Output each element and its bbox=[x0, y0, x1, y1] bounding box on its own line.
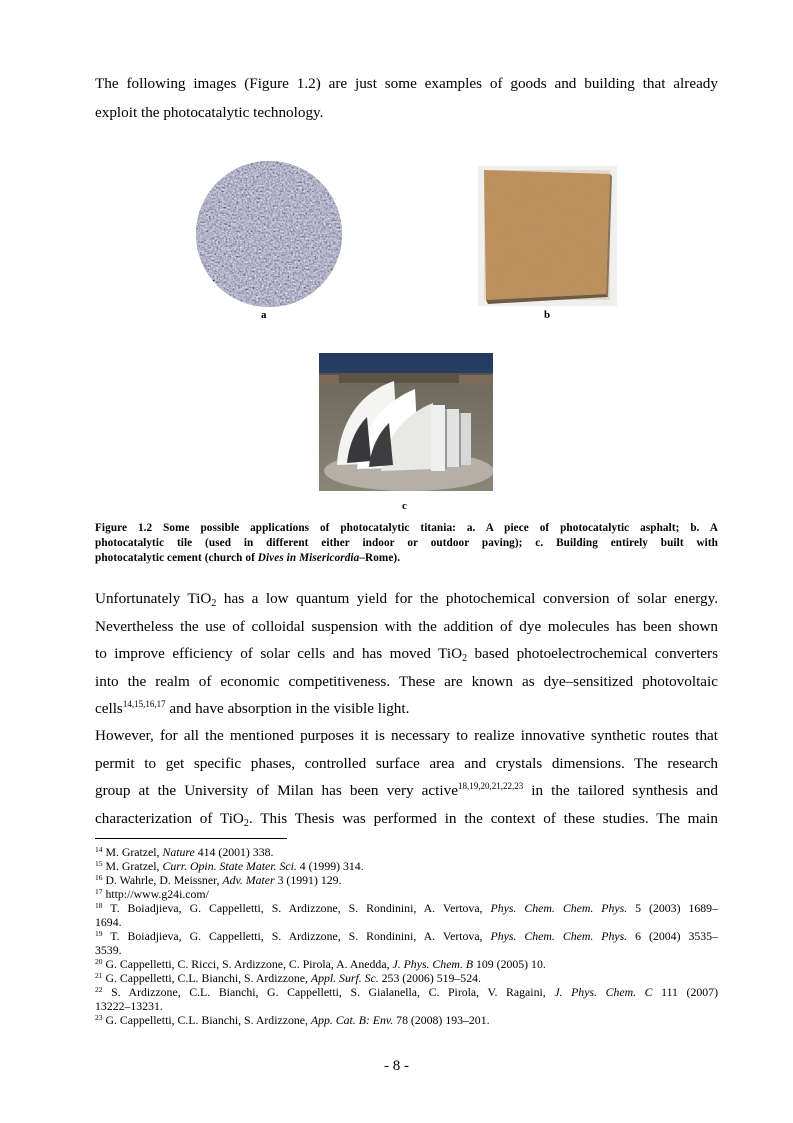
asphalt-disc-image bbox=[195, 160, 343, 308]
footnote-14: $^{14}$ M. Gratzel, Nature 414 (2001) 338. bbox=[95, 845, 274, 859]
body-line: However, for all the mentioned purposes it is necessary to realize innovative synthetic routes that bbox=[95, 727, 718, 744]
body-line: into the realm of economic competitiveness. These are known as dye–sensitized photovoltaic bbox=[95, 673, 718, 690]
figure-caption-line-3 bbox=[95, 551, 718, 565]
caption-text: photocatalytic cement (church of bbox=[95, 552, 258, 564]
body-line: Nevertheless the use of colloidal suspension with the addition of dye molecules has been shown bbox=[95, 618, 718, 635]
footnote-20: $^{20}$ G. Cappelletti, C. Ricci, S. Ardizzone, C. Pirola, A. Anedda, J. Phys. Chem. B 109 (2005) 10. bbox=[95, 957, 546, 971]
figure-label-a: a bbox=[261, 309, 267, 321]
body-line: cells$^{14,15,16,17}$ and have absorption in the visible light. bbox=[95, 699, 410, 717]
footnote-15: $^{15}$ M. Gratzel, Curr. Opin. State Mater. Sci. 4 (1999) 314. bbox=[95, 859, 364, 873]
footnote-22-continued: 13222–13231. bbox=[95, 999, 163, 1013]
caption-text: –Rome). bbox=[359, 552, 401, 564]
footnote-19-continued: 3539. bbox=[95, 943, 122, 957]
figure-label-b: b bbox=[544, 309, 551, 321]
footnote-22: $^{22}$ S. Ardizzone, C.L. Bianchi, G. Cappelletti, S. Gialanella, C. Pirola, V. Ragaini, J. Phys. Chem. C 111 (2007) bbox=[95, 985, 719, 999]
intro-line-2: exploit the photocatalytic technology. bbox=[95, 104, 324, 121]
figure-caption-line-1: Figure 1.2 Some possible applications of photocatalytic titania: a. A piece of photocatalytic asphalt; b. A bbox=[95, 522, 718, 534]
body-line: characterization of TiO$_2$. This Thesis was performed in the context of these studies. The main bbox=[95, 810, 718, 829]
photocatalytic-tile-image bbox=[478, 166, 617, 306]
figure-caption-line-2: photocatalytic tile (used in different either indoor or outdoor paving); c. Building entirely built with bbox=[95, 537, 718, 549]
footnote-17: $^{17}$ http://www.g24i.com/ bbox=[95, 887, 209, 901]
footnote-18-continued: 1694. bbox=[95, 915, 122, 929]
footnote-21: $^{21}$ G. Cappelletti, C.L. Bianchi, S. Ardizzone, Appl. Surf. Sc. 253 (2006) 519–524. bbox=[95, 971, 481, 985]
body-line: to improve efficiency of solar cells and has moved TiO$_2$ based photoelectrochemical converters bbox=[95, 645, 718, 664]
page-number: - 8 - bbox=[384, 1058, 409, 1074]
footnote-16: $^{16}$ D. Wahrle, D. Meissner, Adv. Mater 3 (1991) 129. bbox=[95, 873, 342, 887]
intro-line-1: The following images (Figure 1.2) are just some examples of goods and building that already bbox=[95, 75, 718, 92]
footnote-18: $^{18}$ T. Boiadjieva, G. Cappelletti, S. Ardizzone, S. Rondinini, A. Vertova, Phys. Chem. Chem. Phys. 5 (2003) 1689– bbox=[95, 901, 718, 915]
figure-label-c: c bbox=[402, 500, 407, 512]
body-line: permit to get specific phases, controlled surface area and crystals dimensions. The research bbox=[95, 755, 718, 772]
caption-church-name: Dives in Misericordia bbox=[257, 552, 360, 564]
body-line: group at the University of Milan has been very active$^{18,19,20,21,22,23}$ in the tailored synthesis and bbox=[95, 781, 718, 799]
body-line: Unfortunately TiO$_2$ has a low quantum yield for the photochemical conversion of solar energy. bbox=[95, 590, 718, 609]
footnote-19: $^{19}$ T. Boiadjieva, G. Cappelletti, S. Ardizzone, S. Rondinini, A. Vertova, Phys. Chem. Chem. Phys. 6 (2004) 3535– bbox=[95, 929, 718, 943]
footnote-separator bbox=[95, 838, 287, 839]
footnote-23: $^{23}$ G. Cappelletti, C.L. Bianchi, S. Ardizzone, App. Cat. B: Env. 78 (2008) 193–201. bbox=[95, 1013, 490, 1027]
church-building-image bbox=[319, 353, 493, 491]
